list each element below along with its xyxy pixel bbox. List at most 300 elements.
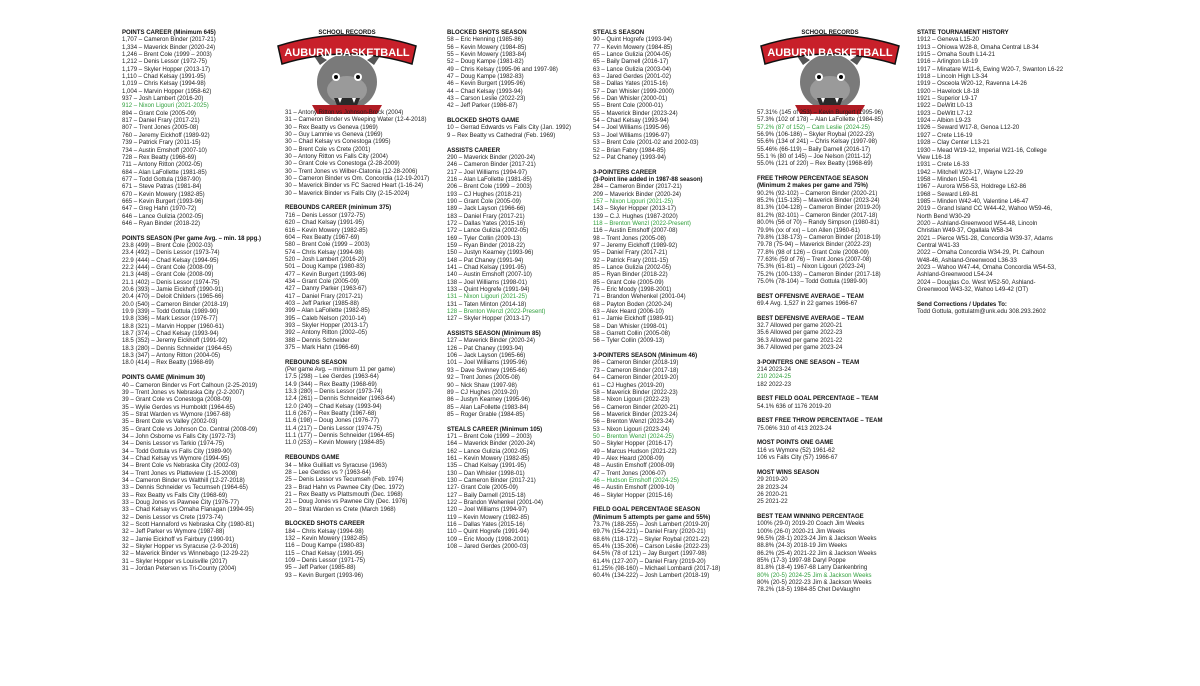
record-line: 164 – Maverick Binder (2020-24): [447, 441, 536, 448]
record-line: 58 – Dallas Yates (2015-16): [593, 81, 668, 88]
record-line: 127- Grant Cole (2005-09): [447, 485, 518, 492]
record-line: 118 – Brenton Wenzl (2022-Present): [593, 220, 691, 227]
record-line: 209 – Maverick Binder (2020-24): [593, 191, 682, 198]
logo-top-text: SCHOOL RECORDS: [801, 30, 859, 36]
spacer: [593, 500, 753, 507]
record-line: 140 – Austin Emshoff (2007-10): [447, 272, 532, 279]
record-line: 18.8 (321) – Marvin Hopper (1960-61): [122, 323, 224, 330]
record-line: 56 – Maverick Binder (2023-24): [593, 411, 678, 418]
record-line: 35 – Strat Warden vs Wymore (1967-68): [122, 411, 231, 418]
record-line: 172 – Dallas Yates (2015-16): [447, 220, 526, 227]
record-line: 894 – Grant Cole (2005-09): [122, 110, 196, 117]
spacer: [757, 433, 917, 440]
record-line: 34 – Chad Kelsay vs Wymore (1994-95): [122, 455, 230, 462]
record-line: 2022 – Omaha Concordia W34-29, Pt. Calhoun: [917, 250, 1045, 257]
record-line: 28 – Lee Gerdes vs ? (1963-64): [285, 469, 371, 476]
record-line: 43 – Carson Leslie (2022-23): [447, 96, 526, 103]
record-line: 108 – Jared Gerdes (2000-03): [447, 544, 529, 551]
section-heading: (Minimum 5 attempts per game and 55%): [593, 514, 711, 521]
record-line: 127 – Maverick Binder (2020-24): [447, 338, 536, 345]
spacer: [593, 162, 753, 169]
record-line: 92 – Patrick Frary (2011-15): [593, 257, 669, 264]
record-line: 33 – Rex Beatty vs Falls City (1968-69): [122, 492, 228, 499]
record-line: 77.63% (59 of 76) – Trent Jones (2007-08): [757, 256, 872, 263]
record-line: 28 2023-24: [757, 484, 788, 491]
record-line: 35.6 Allowed per game 2022-23: [757, 330, 843, 337]
record-line: 57.3% (102 of 178) – Alan LaFollette (1984-85): [757, 117, 884, 124]
record-line: 1931 – Crete L6-33: [917, 162, 970, 169]
spacer: [447, 111, 592, 118]
record-line: 101 – Joel Williams (1995-96): [447, 360, 527, 367]
record-line: 1913 – Ohiowa W28-8, Omaha Central L8-34: [917, 44, 1039, 51]
record-line: 56 – Kevin Mowery (1984-85): [447, 44, 527, 51]
records-column-6: [917, 30, 1087, 316]
record-line: 35 – Grant Cole vs Johnson Co. Central (2008-09): [122, 426, 258, 433]
auburn-basketball-logo-right: [755, 20, 905, 115]
record-line: 75.06% 310 of 413 2023-24: [757, 425, 832, 432]
section-heading: STATE TOURNAMENT HISTORY: [917, 30, 1009, 36]
record-line: 55 – Kevin Mowery (1983-84): [447, 52, 527, 59]
record-line: 33 – Dennis Schneider vs Tecumseh (1964-65): [122, 485, 248, 492]
record-line: 36.3 Allowed per game 2021-22: [757, 337, 843, 344]
record-line: 1,707 – Cameron Binder (2017-21): [122, 37, 216, 44]
record-line: 190 – Grant Cole (2005-09): [447, 198, 521, 205]
record-line: 10 – Gerrad Edwards vs Falls City (Jan. 1992): [447, 125, 572, 132]
record-line: 574 – Chris Kelsay (1994-98): [285, 249, 364, 256]
record-line: 11.6 (198) – Doug Jones (1976-77): [285, 418, 380, 425]
record-line: 32.7 Allowed per game 2020-21: [757, 322, 843, 329]
record-line: 1921 – Superior L9-17: [917, 96, 978, 103]
record-line: 78.2% (18-5) 1984-85 Chet DeVaughn: [757, 587, 861, 594]
record-line: 55.6% (134 of 241) – Chris Kelsay (1997-98): [757, 139, 877, 146]
record-line: 75.2% (100-133) – Cameron Binder (2017-18): [757, 271, 881, 278]
record-line: 53 – Joel Williams (1996-97): [593, 132, 670, 139]
record-line: 1920 – Havelock L8-18: [917, 88, 980, 95]
record-line: 375 – Mark Hahn (1966-69): [285, 345, 360, 351]
record-line: 11.1 (177) – Dennis Schneider (1964-65): [285, 433, 395, 440]
record-line: 32 – Denis Lessor vs Crete (1973-74): [122, 514, 223, 521]
record-line: 54 – Chad Kelsay (1993-94): [593, 118, 669, 125]
record-line: 143 – Skyler Hopper (2013-17): [593, 206, 677, 213]
record-line: 106 – Jack Layson (1965-66): [447, 353, 526, 360]
record-line: 48 – Austin Emshoff (2008-09): [593, 463, 675, 470]
spacer: [447, 419, 592, 426]
record-line: 40 – Cameron Binder vs Fort Calhoun (2-25-2019): [122, 382, 258, 389]
record-line: 14.9 (344) – Rex Beatty (1968-69): [285, 381, 377, 388]
record-line: 477 – Kevin Burgert (1993-96): [285, 271, 367, 278]
record-line: 395 – Caleb Nelson (2010-14): [285, 315, 367, 322]
record-line: 100% (29-0) 2019-20 Coach Jim Weeks: [757, 521, 865, 528]
record-line: 34 – John Osborne vs Falls City (1972-73): [122, 433, 236, 440]
record-line: 1,004 – Marvin Hopper (1958-62): [122, 88, 212, 95]
record-line: Ashland-Greenwood L54-24: [917, 272, 993, 279]
record-line: 36.7 Allowed per game 2023-24: [757, 345, 843, 351]
record-line: 1,179 – Skyler Hopper (2013-17): [122, 66, 211, 73]
record-line: View L16-18: [917, 154, 951, 161]
record-line: 34 – Mike Guilliatt vs Syracuse (1963): [285, 462, 387, 469]
record-line: 52 – Brian Fabry (1984-85): [593, 147, 666, 154]
record-line: 69.7% (154-221) – Daniel Frary (2020-21): [593, 529, 706, 536]
spacer: [917, 294, 1087, 301]
record-line: 77 – Kevin Mowery (1984-85): [593, 44, 673, 51]
spacer: [285, 198, 440, 205]
spacer: [757, 463, 917, 470]
record-line: 11.4 (217) – Denis Lessor (1974-75): [285, 425, 383, 432]
record-line: 90 – Quint Hogrefe (1993-94): [593, 37, 672, 44]
record-line: 93 – Dave Swinney (1965-66): [447, 367, 528, 374]
record-line: 52 – Doug Kampe (1981-82): [447, 59, 524, 66]
record-line: 106 vs Falls City (57) 1966-67: [757, 455, 838, 462]
record-line: 34 – Cameron Binder vs Walthill (12-27-2018): [122, 477, 245, 484]
record-line: 31 – Skyler Hopper vs Louisville (2017): [122, 558, 228, 565]
spacer: [285, 514, 440, 521]
record-line: 501 – Doug Kampe (1980-83): [285, 264, 366, 271]
record-line: 35 – Wylie Gerdes vs Humboldt (1964-65): [122, 404, 235, 411]
section-heading: BLOCKED SHOTS GAME: [447, 118, 520, 125]
record-line: 86 – Cameron Binder (2018-19): [593, 360, 679, 367]
record-line: 73.7% (188-255) – Josh Lambert (2019-20): [593, 522, 710, 529]
record-line: 141 – Chad Kelsay (1991-95): [447, 265, 526, 271]
record-line: 2023 – Wahoo W47-44, Omaha Concordia W54-53,: [917, 265, 1056, 271]
record-line: 60.4% (134-222) – Josh Lambert (2018-19): [593, 573, 710, 580]
record-line: 58 – Eric Henning (1985-86): [447, 37, 523, 44]
record-line: 183 – Daniel Frary (2017-21): [447, 213, 525, 220]
record-line: 20 – Strat Warden vs Crete (March 1968): [285, 506, 396, 513]
record-line: 30 – Brent Cole vs Crete (2001): [285, 146, 371, 153]
record-line: 246 – Cameron Binder (2017-21): [447, 162, 536, 169]
record-line: 110 – Quint Hogrefe (1991-94): [447, 529, 529, 536]
bulldog-icon: [310, 50, 384, 114]
record-line: 79.78 (75-94) – Maverick Binder (2022-23): [757, 242, 872, 249]
record-line: 80% (20-5) 2022-23 Jim & Jackson Weeks: [757, 580, 872, 586]
record-line: 85 – Roger Grable (1984-85): [447, 411, 525, 418]
record-line: 35 – Brent Cole vs Valley (2002-03): [122, 419, 218, 426]
logo-main-text: AUBURN BASKETBALL: [284, 47, 410, 59]
records-column-4: [593, 30, 753, 581]
record-line: 1916 – Arlington L8-19: [917, 59, 978, 66]
record-line: 1967 – Aurora W56-53, Holdrege L62-86: [917, 184, 1027, 191]
record-line: 131 – Taten Minton (2014-18): [447, 301, 527, 308]
record-line: 284 – Cameron Binder (2017-21): [593, 184, 682, 191]
record-line: 90.2% (92-102) – Cameron Binder (2020-21): [757, 190, 878, 197]
record-line: 64.5% (78 of 121) – Jay Burgert (1997-98): [593, 551, 707, 558]
record-line: 131 – Nixon Ligouri (2021-25): [447, 294, 528, 301]
spacer: [757, 169, 917, 176]
record-line: 677 – Todd Gottula (1987-90): [122, 176, 201, 183]
record-line: 57 – Dan Whisler (1999-2000): [593, 88, 675, 95]
record-line: 30 – Guy Lammie vs Geneva (1969): [285, 132, 383, 139]
record-line: 33 – Chad Kelsay vs Omaha Flanagan (1994-95): [122, 507, 254, 514]
record-line: 96.5% (28-1) 2023-24 Jim & Jackson Weeks: [757, 535, 877, 542]
record-line: 55.1 % (80 of 145) – Joe Nelson (2011-12): [757, 154, 872, 161]
record-line: 61 – Jamie Eickhoff (1989-91): [593, 316, 674, 323]
record-line: 216 – Alan LaFollette (1981-85): [447, 176, 532, 183]
record-line: 427 – Danny Parker (1963-67): [285, 286, 367, 293]
record-line: 135 – Chad Kelsay (1991-95): [447, 463, 526, 470]
record-line: 130 – Cameron Binder (2017-21): [447, 477, 536, 484]
record-line: 1924 – Albion L9-23: [917, 118, 971, 125]
record-line: 139 – C.J. Hughes (1987-2020): [593, 213, 678, 220]
records-column-1: [122, 30, 272, 573]
record-line: 1926 – Seward W17-8, Genoa L12-20: [917, 125, 1020, 132]
record-line: 2019 – Grand Island CC W44-42, Wahoo W59-46,: [917, 206, 1052, 213]
section-heading: FIELD GOAL PERCENTAGE SEASON: [593, 507, 700, 514]
record-line: Greenwood W43-32, Wahoo L49-42 (OT): [917, 287, 1029, 294]
record-line: 157 – Nixon Ligouri (2021-25): [593, 198, 674, 205]
record-line: 30 – Chad Kelsay vs Conestoga (1995): [285, 139, 391, 146]
record-line: 9 – Rex Beatty vs Cathedral (Feb. 1969): [447, 132, 556, 139]
record-line: 580 – Brent Cole (1999 – 2003): [285, 242, 370, 249]
spacer: [122, 228, 272, 235]
record-line: 1958 – Minden L50-41: [917, 176, 978, 183]
section-heading: BEST TEAM WINNING PERCENTAGE: [757, 513, 864, 520]
record-line: 11.6 (267) – Rex Beatty (1967-68): [285, 411, 377, 418]
record-line: 912 – Nixon Ligouri (2021-2025): [122, 103, 209, 110]
record-line: 42 – Jeff Parker (1986-87): [447, 103, 518, 110]
record-line: 148 – Pat Chaney (1991-94): [447, 257, 524, 264]
section-heading: BEST DEFENSIVE AVERAGE – TEAM: [757, 315, 864, 322]
record-line: 50 – Skyler Hopper (2016-17): [593, 441, 673, 448]
record-line: 169 – Tyler Collin (2009-13): [447, 235, 522, 242]
record-line: W48-46, Ashland-Greenwood L36-33: [917, 257, 1017, 264]
record-line: 93 – Kevin Burgert (1993-96): [285, 572, 363, 579]
record-line: 20.4 (470) – Deloit Childers (1965-66): [122, 294, 224, 301]
record-line: 646 – Lance Gulizia (2002-05): [122, 213, 204, 220]
record-line: 80% (20-5) 2024-25 Jim & Jackson Weeks: [757, 572, 872, 579]
record-line: 1930 – Mead W19-12, Imperial W21-16, College: [917, 147, 1047, 154]
section-heading: BLOCKED SHOTS CAREER: [285, 521, 365, 528]
record-line: 116 – Doug Kampe (1980-83): [285, 543, 365, 550]
spacer: [757, 352, 917, 359]
record-line: 86.2% (25-4) 2021-22 Jim & Jackson Weeks: [757, 550, 877, 557]
record-line: 182 2022-23: [757, 381, 791, 388]
record-line: 1917 – Minatare W11-6, Ewing W20-7, Swanton L6-22: [917, 66, 1064, 73]
record-line: 53 – Brent Cole (2001-02 and 2002-03): [593, 140, 699, 147]
record-line: 81.8% (18-4) 1967-68 Larry Dankenbring: [757, 565, 868, 572]
record-line: 2020 – Ashland-Greenwood W54-48, Lincoln: [917, 220, 1038, 227]
record-line: 55.0% (121 of 220) – Rex Beatty (1968-69): [757, 161, 873, 168]
spacer: [757, 308, 917, 315]
record-line: 109 – Denis Lessor (1971-75): [285, 557, 366, 564]
record-line: 937 – Josh Lambert (2016-20): [122, 96, 204, 103]
record-line: 30 – Cameron Binder vs Om. Concordia (12-19-2017): [285, 176, 430, 183]
record-line: 1985 – Minden W42-40, Valentine L46-47: [917, 198, 1029, 205]
spacer: [122, 368, 272, 375]
section-heading: (3-Point line added in 1987-88 season): [593, 176, 703, 183]
section-heading: STEALS CAREER (Minimum 105): [447, 426, 543, 433]
record-line: Todd Gottula, gottulatm@unk.edu 308.293.2602: [917, 309, 1046, 316]
record-line: 31 – Jordan Petersen vs Tri-County (2004): [122, 566, 237, 573]
record-line: 86 – Justyn Kearney (1995-96): [447, 397, 531, 404]
spacer: [593, 346, 753, 353]
record-line: 210 2024-25: [757, 374, 791, 381]
record-line: 115 – Chad Kelsay (1991-95): [285, 550, 364, 557]
record-line: 56.9% (106-186) – Skyler Roybal (2022-23): [757, 132, 874, 139]
record-line: 728 – Rex Beatty (1966-69): [122, 154, 197, 161]
record-line: 34 – Brent Cole vs Nebraska City (2002-03): [122, 463, 240, 470]
record-line: 120 – Joel Williams (1994-97): [447, 507, 527, 514]
record-line: 39 – Grant Cole vs Conestoga (2008-09): [122, 397, 232, 404]
record-line: 2024 – Douglas Co. West W52-50, Ashland-: [917, 279, 1036, 286]
record-line: 18.3 (280) – Dennis Schneider (1964-65): [122, 345, 232, 352]
record-line: 150 – Justyn Kearney (1993-96): [447, 250, 534, 257]
record-line: 126 – Pat Chaney (1993-94): [447, 345, 524, 352]
record-line: 392 – Antony Ritton (2002–05): [285, 330, 368, 337]
record-line: 54 – Joel Williams (1995-96): [593, 125, 670, 132]
record-line: 21 – Rex Beatty vs Plattsmouth (Dec. 1968): [285, 491, 403, 498]
section-heading: BEST FREE THROW PERCENTAGE – TEAM: [757, 418, 883, 425]
record-line: 12.0 (240) – Chad Kelsay (1993-94): [285, 403, 382, 410]
record-line: 23 – Brad Hahn vs Pawnee City (Dec. 1972): [285, 484, 404, 491]
record-line: 71 – Brandon Wehenkel (2001-04): [593, 294, 686, 301]
spacer: [757, 389, 917, 396]
record-line: 85 – Lance Gulizia (2002-05): [593, 265, 671, 271]
record-line: 1968 – Seward L69-81: [917, 191, 979, 198]
record-line: 56 – Cameron Binder (2020-21): [593, 404, 679, 411]
record-line: 22.2 (444) – Grant Cole (2008-09): [122, 265, 214, 271]
record-line: 95 – Daniel Frary (2017-21): [593, 250, 668, 257]
record-line: (Per game Avg. – minimum 11 per game): [285, 367, 396, 374]
record-line: 1922 – DeWitt L0-13: [917, 103, 973, 110]
spacer: [447, 140, 592, 147]
record-line: 214 2023-24: [757, 367, 791, 374]
record-line: 52 – Pat Chaney (1993-94): [593, 154, 666, 161]
record-line: 85 – Ryan Binder (2018-22): [593, 272, 668, 279]
record-line: 1942 – Mitchell W23-17, Wayne L22-29: [917, 169, 1023, 176]
record-line: 30 – Antony Ritton vs Falls City (2004): [285, 154, 388, 161]
record-line: 217 – Joel Williams (1994-97): [447, 169, 527, 176]
section-heading: MOST WINS SEASON: [757, 469, 820, 476]
record-line: 620 – Chad Kelsay (1991-95): [285, 220, 364, 227]
record-line: 604 – Rex Beatty (1967-69): [285, 234, 360, 241]
spacer: [757, 411, 917, 418]
record-line: 109 – Eric Moody (1998-2001): [447, 536, 529, 543]
record-line: 25 – Denis Lessor vs Tecumseh (Feb. 1974): [285, 477, 404, 484]
record-line: 32 – Jeff Parker vs Wymore (1987-88): [122, 529, 225, 536]
logo-graphic: [755, 20, 905, 115]
record-line: 95 – Jeff Parker (1985-88): [285, 565, 356, 572]
record-line: 130 – Dan Whisler (1998-01): [447, 470, 525, 477]
spacer: [757, 286, 917, 293]
record-line: 58 – Dan Whisler (1998-01): [593, 323, 668, 330]
record-line: 393 – Skyler Hopper (2013-17): [285, 322, 369, 329]
record-line: 30 – Maverick Binder vs Falls City (2-15-2024): [285, 190, 410, 197]
record-line: 32 – Scott Hannaford vs Nebraska City (1980-81): [122, 522, 255, 529]
record-line: 64 – Cameron Binder (2019-20): [593, 375, 679, 382]
record-line: 77.8% (98 of 126) – Grant Cole (2008-09): [757, 249, 869, 256]
record-line: 55 – Brent Cole (2000-01): [593, 103, 663, 110]
record-line: 81.2% (82-101) – Cameron Binder (2017-18): [757, 212, 878, 219]
record-line: 97 – Jeremy Eickhoff (1989-92): [593, 242, 678, 249]
record-line: 1919 – Osceola W20-12, Ravenna L4-26: [917, 81, 1027, 88]
record-line: 47 – Doug Kampe (1982-83): [447, 74, 524, 81]
record-line: 34 – Denis Lessor vs Tarkio (1974-75): [122, 441, 225, 448]
section-heading: 3-POINTERS SEASON (Minimum 46): [593, 353, 698, 360]
record-line: 85 – Grant Cole (2005-09): [593, 279, 664, 286]
record-line: 1,246 – Brent Cole (1999 – 2003): [122, 52, 212, 59]
record-line: 47 – Trent Jones (2006-07): [593, 470, 666, 477]
record-line: 670 – Kevin Mowery (1982-85): [122, 191, 205, 198]
record-line: 18.3 (347) – Antony Ritton (2004-05): [122, 353, 221, 360]
record-line: 189 – Jack Layson (1966-66): [447, 206, 526, 213]
record-line: Christian W49-37, Ogallala W58-34: [917, 228, 1013, 235]
record-line: 90 – Nick Shaw (1997-98): [447, 382, 517, 389]
record-line: 32 – Jamie Eickhoff vs Fairbury (1990-91): [122, 536, 235, 543]
record-line: 18.0 (414) – Rex Beatty (1968-69): [122, 360, 214, 367]
record-line: 65.4% (135-206) – Carson Leslie (2022-23): [593, 544, 710, 551]
record-line: 57.31% (145 of 253) – Kevin Burgert (1995-96): [757, 110, 884, 116]
auburn-basketball-logo-left: [272, 20, 422, 115]
record-line: 31 – Antony Ritton vs Johnson-Brock (2004): [285, 110, 404, 116]
record-line: 128 – Brenton Wenzl (2022-Present): [447, 309, 546, 316]
section-heading: POINTS CAREER (Minimum 645): [122, 30, 216, 36]
record-line: 1,019 – Chris Kelsay (1994-98): [122, 81, 206, 88]
record-line: 1,110 – Chad Kelsay (1991-95): [122, 74, 206, 81]
record-line: 184 – Chris Kelsay (1994-98): [285, 528, 364, 535]
record-line: 684 – Alan LaFollette (1981-85): [122, 169, 207, 176]
record-line: 1912 – Geneva L15-20: [917, 37, 979, 44]
section-heading: REBOUNDS SEASON: [285, 359, 347, 366]
records-column-5: [757, 110, 917, 595]
record-line: 30 – Trent Jones vs Wilber-Clatonia (12-28-2006): [285, 168, 418, 175]
record-line: 138 – Joel Williams (1998-01): [447, 279, 527, 286]
record-line: 76 – Eric Moody (1998-2001): [593, 287, 672, 294]
record-line: 63 – Lance Gulizia (2003-04): [593, 66, 671, 73]
record-line: 399 – Alan LaFollette (1982-85): [285, 308, 370, 315]
record-line: 80.0% (56 of 70) – Randy Simpson (1980-81): [757, 220, 880, 227]
section-heading: ASSISTS CAREER: [447, 147, 501, 154]
record-line: 98 – Trent Jones (2005-08): [593, 235, 666, 242]
record-line: 39 – Trent Jones vs Nebraska City (2-2-2007): [122, 389, 245, 396]
record-line: 22.9 (444) – Chad Kelsay (1994-95): [122, 257, 219, 264]
record-line: 25 2021-22: [757, 499, 788, 506]
record-line: 20.0 (540) – Cameron Binder (2018-19): [122, 301, 229, 308]
record-line: 11.0 (253) – Kevin Mowery (1984-85): [285, 440, 385, 447]
record-line: 1923 – DeWitt L7-12: [917, 110, 973, 117]
section-heading: BLOCKED SHOTS SEASON: [447, 30, 527, 36]
record-line: 18.7 (374) – Chad Kelsay (1993-94): [122, 331, 219, 338]
record-line: 32 – Skyler Hopper vs Syracuse (2-9-2016): [122, 544, 239, 551]
logo-top-text: SCHOOL RECORDS: [318, 30, 376, 36]
record-line: 127 – Baily Darnell (2015-18): [447, 492, 526, 499]
record-line: 1,334 – Maverick Binder (2020-24): [122, 44, 216, 51]
record-line: 17.5 (298) – Lee Gerdes (1963-64): [285, 374, 379, 381]
record-line: 162 – Lance Gulizia (2002-05): [447, 448, 529, 455]
record-line: 56 – Dan Whisler (2000-01): [593, 96, 668, 103]
section-heading: (Minimum 2 makes per game and 75%): [757, 183, 868, 190]
record-line: 44 – Chad Kelsay (1993-94): [447, 88, 523, 95]
record-line: 817 – Daniel Frary (2017-21): [122, 118, 200, 125]
record-line: 807 – Trent Jones (2005-08): [122, 125, 199, 132]
record-line: 56 – Brenton Wenzl (2023-24): [593, 419, 674, 426]
record-line: 55.46% (66-119) – Baily Darnell (2016-17): [757, 146, 871, 153]
record-line: 30 – Maverick Binder vs FC Sacred Heart (1-16-24): [285, 183, 424, 190]
record-line: Central W41-33: [917, 242, 960, 249]
record-line: 716 – Denis Lessor (1972-75): [285, 212, 366, 219]
record-line: 33 – Doug Jones vs Pawnee City (1976-77): [122, 500, 239, 506]
record-line: 21.3 (448) – Grant Cole (2008-09): [122, 272, 214, 279]
logo-main-text: AUBURN BASKETBALL: [767, 47, 893, 59]
record-line: 56 – Tyler Collin (2009-13): [593, 338, 665, 345]
record-line: 26 2020-21: [757, 491, 788, 498]
record-line: 1915 – Omaha South L14-21: [917, 52, 995, 59]
record-line: 55 – Maverick Binder (2023-24): [593, 110, 678, 117]
record-line: 75.0% (78-104) – Todd Gottula (1989-90): [757, 278, 868, 285]
record-line: 133 – Quint Hogrefe (1991-94): [447, 287, 530, 294]
record-line: 61 – CJ Hughes (2019-20): [593, 382, 665, 389]
section-heading: POINTS SEASON (Per game Avg. – min. 18 ppg.): [122, 235, 261, 242]
records-column-2: [285, 110, 440, 580]
